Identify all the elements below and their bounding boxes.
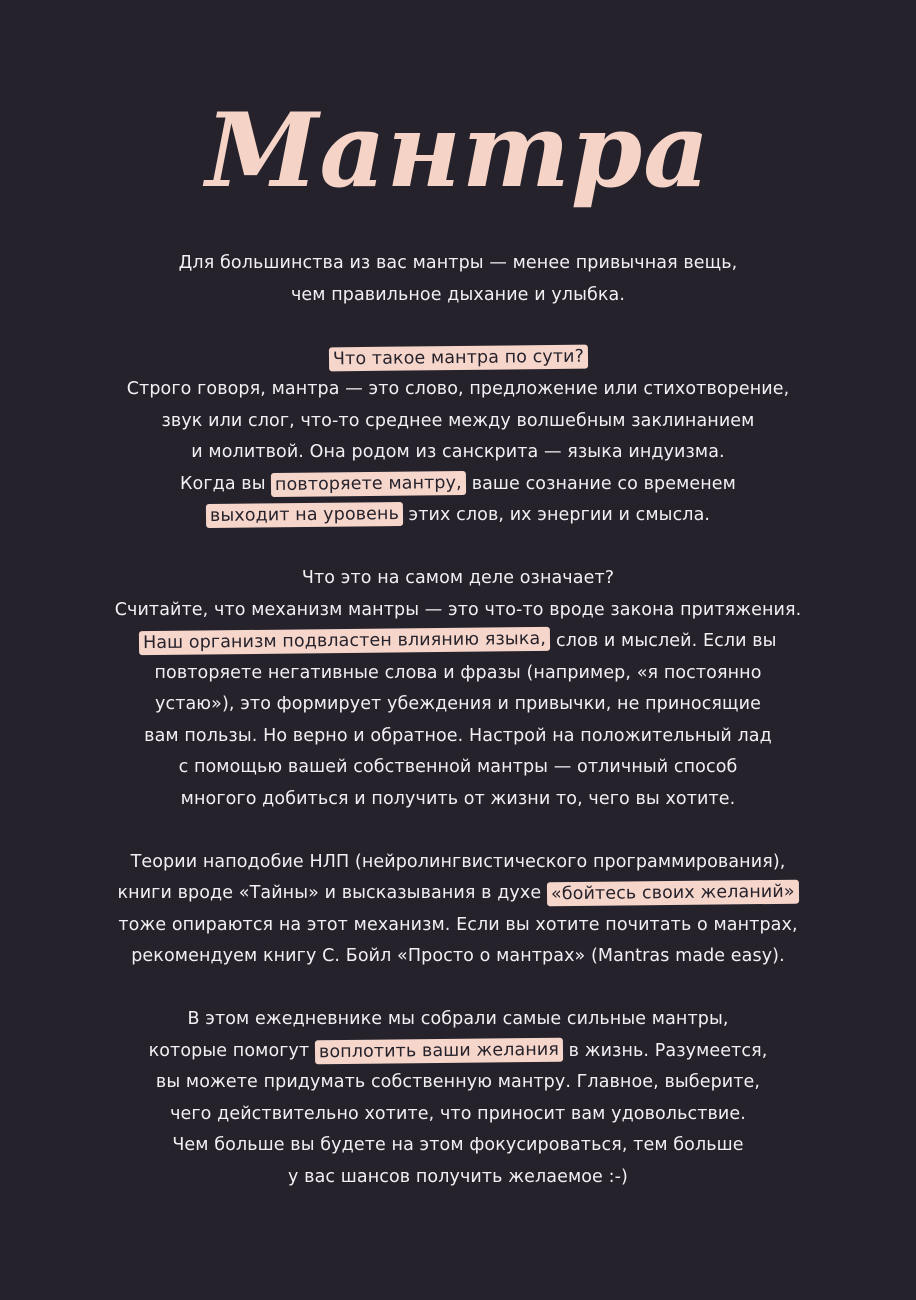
text-line: Что это на самом деле означает? [301, 568, 615, 588]
text-line: вам пользы. Но верно и обратное. Настрой на положительный лад [144, 725, 772, 746]
text-line [0, 500, 916, 532]
text-line: В этом ежедневнике мы собрали самые сильные мантры, [187, 1009, 729, 1029]
text-line: рекомендуем книгу С. Бойл «Просто о мантрах» (Mantras made easy). [131, 946, 785, 966]
highlight-question: Что такое мантра по сути? [328, 344, 587, 371]
text-fragment: слов и мыслей. Если вы [556, 631, 777, 651]
text-line: Теории наподобие НЛП (нейролингвистического программирования), [130, 851, 786, 872]
highlight-phrase: повторяете мантру, [271, 470, 466, 496]
text-line: устаю»), это формирует убеждения и привычки, не приносящие [155, 694, 761, 714]
text-line: Строго говоря, мантра — это слово, предложение или стихотворение, [126, 379, 790, 399]
paragraph-gap [0, 815, 916, 847]
highlight-phrase: воплотить ваши желания [315, 1037, 563, 1064]
paragraph-gap [0, 311, 916, 343]
paragraph-gap [0, 532, 916, 564]
highlight-phrase: Наш организм подвластен влиянию языка, [139, 627, 550, 655]
text-line: у вас шансов получить желаемое :-) [288, 1166, 628, 1187]
text-line [0, 626, 916, 658]
text-line: многого добиться и получить от жизни то, чего вы хотите. [180, 788, 736, 809]
highlight-phrase: выходит на уровень [206, 502, 403, 528]
text-line [0, 343, 916, 375]
text-fragment: этих слов, их энергии и смысла. [408, 505, 711, 525]
text-line: Для большинства из вас мантры — менее привычная вещь, [178, 253, 738, 273]
text-line: чем правильное дыхание и улыбка. [290, 284, 626, 305]
text-line [0, 469, 916, 501]
text-line: повторяете негативные слова и фразы (например, «я постоянно [154, 662, 762, 683]
text-line: звук или слог, что-то среднее между волшебным заклинанием [161, 410, 755, 431]
highlight-phrase: «бойтесь своих желаний» [547, 880, 799, 907]
text-fragment: Когда вы [180, 473, 266, 494]
text-fragment: которые помогут [148, 1040, 310, 1061]
text-line [0, 878, 916, 910]
text-line: чего действительно хотите, что приносит вам удовольствие. [170, 1103, 746, 1124]
page-title: Мантра [205, 91, 711, 211]
text-fragment: в жизнь. Разумеется, [568, 1040, 768, 1061]
body-text [0, 248, 916, 1193]
text-line: тоже опираются на этот механизм. Если вы хотите почитать о мантрах, [118, 914, 798, 935]
text-fragment: ваше сознание со временем [471, 473, 736, 494]
text-line: и молитвой. Она родом из санскрита — языка индуизма. [191, 442, 725, 462]
text-line: Считайте, что механизм мантры — это что-то вроде закона притяжения. [114, 599, 802, 620]
text-line: вы можете придумать собственную мантру. Главное, выберите, [155, 1072, 761, 1092]
text-line [0, 1036, 916, 1068]
text-line: с помощью вашей собственной мантры — отличный способ [178, 757, 738, 777]
paragraph-gap [0, 973, 916, 1005]
text-line: Чем больше вы будете на этом фокусироваться, тем больше [172, 1135, 744, 1155]
text-fragment: книги вроде «Тайны» и высказывания в духе [117, 883, 542, 903]
